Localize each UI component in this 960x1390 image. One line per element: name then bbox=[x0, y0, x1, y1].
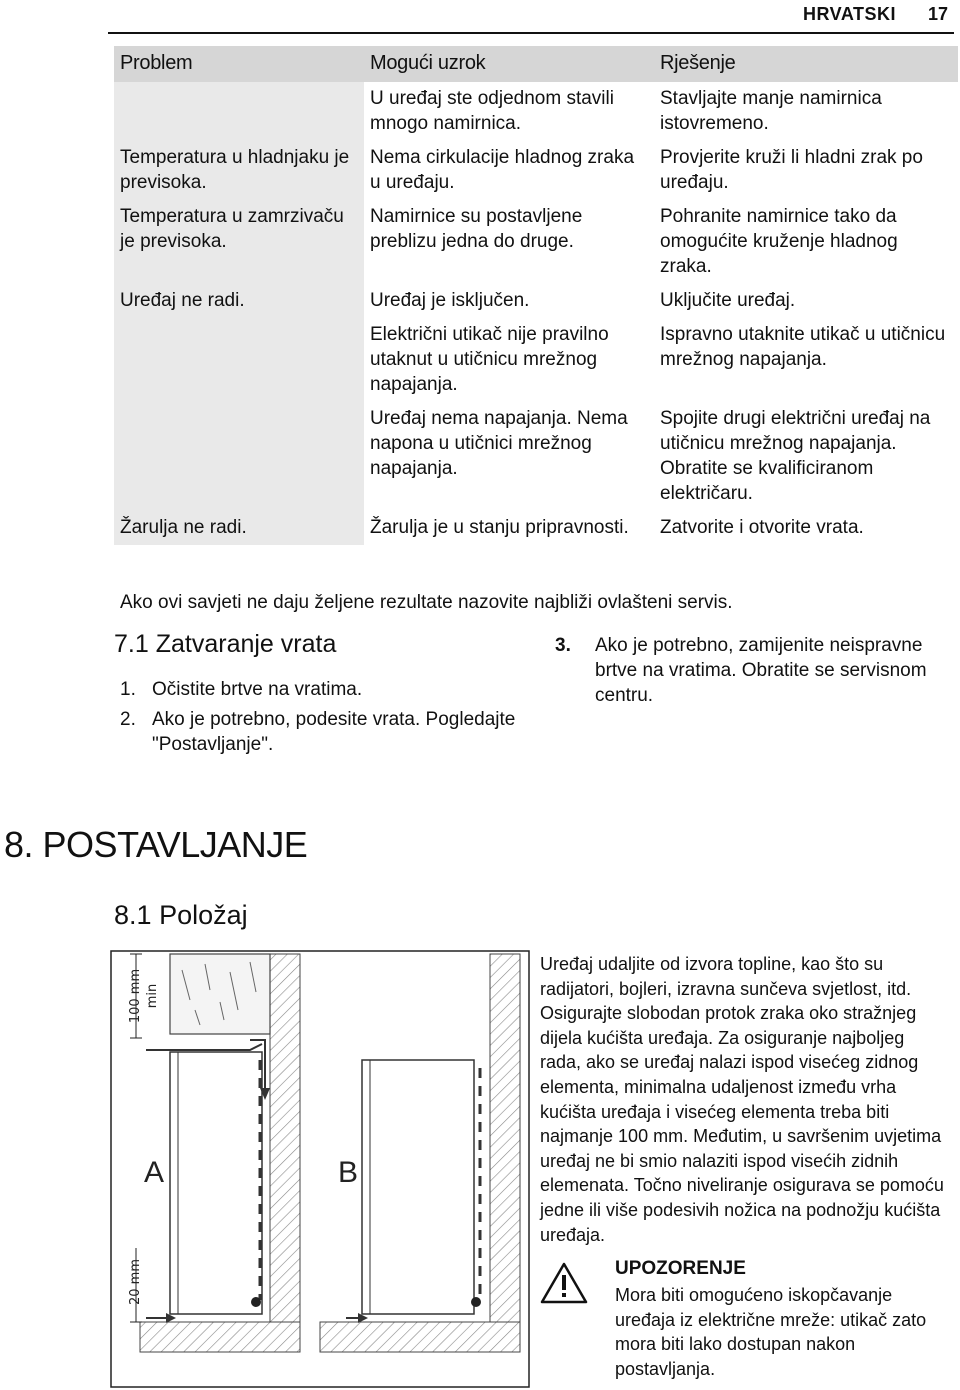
solution-cell: Zatvorite i otvorite vrata. bbox=[660, 517, 864, 538]
section-title: Zatvaranje vrata bbox=[155, 630, 337, 658]
solution-cell: Provjerite kruži li hladni zrak po uređaju. bbox=[660, 147, 923, 193]
chapter-number: 8. bbox=[4, 824, 34, 865]
section-heading-8-1 bbox=[114, 900, 248, 931]
problem-cell: Temperatura u zamrzivaču je previsoka. bbox=[114, 200, 364, 284]
table-header-row bbox=[114, 46, 958, 82]
page-header bbox=[0, 4, 960, 30]
dimension-bottom-label: 20 mm bbox=[128, 1258, 143, 1306]
table-row bbox=[114, 511, 958, 545]
table-row bbox=[114, 284, 958, 318]
warning-text: Mora biti omogućeno iskopčavanje uređaja iz električne mreže: utikač zato mora biti lako dostupan nakon postavljanja. bbox=[615, 1285, 927, 1379]
table-row bbox=[114, 82, 958, 141]
step-number: 3. bbox=[555, 635, 571, 656]
problem-cell bbox=[114, 318, 364, 402]
column-header-solution: Rješenje bbox=[654, 46, 958, 82]
warning-title: UPOZORENJE bbox=[615, 1258, 746, 1279]
diagram-label-a: A bbox=[144, 1156, 165, 1189]
troubleshooting-table bbox=[114, 46, 958, 545]
list-item bbox=[555, 633, 955, 706]
solution-cell: Uključite uređaj. bbox=[660, 290, 796, 311]
solution-cell: Pohranite namirnice tako da omogućite kruženje hladnog zraka. bbox=[660, 206, 898, 277]
problem-cell: Uređaj ne radi. bbox=[114, 284, 364, 318]
list-item bbox=[120, 707, 520, 757]
list-item bbox=[120, 677, 520, 702]
page-number: 17 bbox=[927, 4, 948, 24]
door-steps-list-continued bbox=[555, 633, 955, 706]
cause-cell: Nema cirkulacije hladnog zraka u uređaju. bbox=[370, 147, 635, 193]
step-text: Ako je potrebno, podesite vrata. Pogledajte "Postavljanje". bbox=[152, 709, 516, 755]
cause-cell: Električni utikač nije pravilno utaknut u utičnicu mrežnog napajanja. bbox=[370, 324, 609, 395]
problem-cell: Žarulja ne radi. bbox=[114, 511, 364, 545]
section-heading-7-1 bbox=[114, 630, 336, 659]
table-row bbox=[114, 141, 958, 200]
problem-cell bbox=[114, 402, 364, 511]
step-number: 2. bbox=[120, 709, 136, 730]
cause-cell: Žarulja je u stanju pripravnosti. bbox=[370, 517, 629, 538]
step-number: 1. bbox=[120, 679, 136, 700]
cause-cell: Namirnice su postavljene preblizu jedna do druge. bbox=[370, 206, 583, 252]
section-number: 8.1 bbox=[114, 900, 152, 930]
dimension-top-min-label: min bbox=[145, 983, 160, 1009]
table-row bbox=[114, 402, 958, 511]
table-row bbox=[114, 318, 958, 402]
column-header-cause: Mogući uzrok bbox=[364, 46, 654, 82]
placement-paragraph: Uređaj udaljite od izvora topline, kao što su radijatori, bojleri, izravna sunčeva svjetlost, itd. Osigurajte slobodan protok zraka oko stražnjeg dijela kućišta uređaja. Za osiguranje najboljeg rada, ako se uređaj nalazi ispod visećeg zidnog elementa, minimalna udaljenost između vrha kućišta uređaja i visećeg elementa treba biti najmanje 100 mm. Međutim, u savršenim uvjetima uređaj ne bi smio nalaziti ispod visećih zidnih elemenata. Točno niveliranje osigurava se pomoću jedne ili više podesivih nožica na podnožju kućišta uređaja. bbox=[540, 954, 944, 1245]
solution-cell: Ispravno utaknite utikač u utičnicu mrežnog napajanja. bbox=[660, 324, 946, 370]
solution-cell: Spojite drugi električni uređaj na utičnicu mrežnog napajanja. Obratite se kvalificiranom električaru. bbox=[660, 408, 931, 504]
service-note: Ako ovi savjeti ne daju željene rezultate nazovite najbliži ovlašteni servis. bbox=[120, 592, 733, 613]
cause-cell: Uređaj je isključen. bbox=[370, 290, 530, 311]
language-label: HRVATSKI bbox=[802, 4, 896, 24]
chapter-title: POSTAVLJANJE bbox=[42, 824, 308, 865]
cause-cell: U uređaj ste odjednom stavili mnogo namirnica. bbox=[370, 88, 614, 134]
door-steps-list bbox=[120, 677, 520, 757]
chapter-heading-8 bbox=[4, 824, 307, 866]
section-title: Položaj bbox=[159, 900, 248, 930]
problem-cell bbox=[114, 82, 364, 141]
step-text: Ako je potrebno, zamijenite neispravne brtve na vratima. Obratite se servisnom centru. bbox=[595, 635, 927, 706]
step-text: Očistite brtve na vratima. bbox=[152, 679, 363, 700]
section-number: 7.1 bbox=[114, 630, 149, 658]
problem-cell: Temperatura u hladnjaku je previsoka. bbox=[114, 141, 364, 200]
diagram-label-b: B bbox=[338, 1156, 359, 1189]
warning-triangle-icon bbox=[540, 1262, 588, 1304]
column-header-problem: Problem bbox=[114, 46, 364, 82]
placement-diagram bbox=[110, 950, 530, 1390]
table-row bbox=[114, 200, 958, 284]
solution-cell: Stavljajte manje namirnica istovremeno. bbox=[660, 88, 882, 134]
header-divider bbox=[108, 32, 954, 34]
cause-cell: Uređaj nema napajanja. Nema napona u utičnici mrežnog napajanja. bbox=[370, 408, 628, 479]
dimension-top-label: 100 mm bbox=[128, 968, 143, 1024]
